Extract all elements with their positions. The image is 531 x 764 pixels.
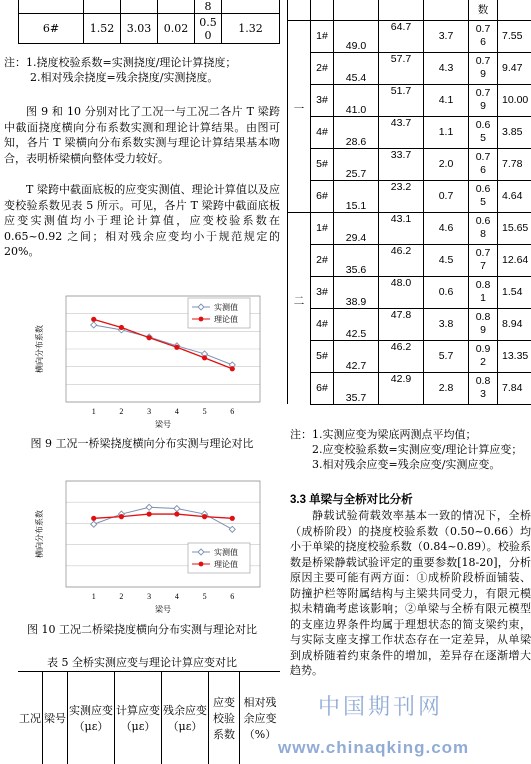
table-cell: 4# <box>311 116 334 148</box>
figure-9-svg <box>30 290 270 430</box>
data-point <box>230 366 235 371</box>
table-cell: 64.7 <box>379 20 424 52</box>
top-left-table-fragment <box>18 0 280 44</box>
legend-label: 理论值 <box>214 560 238 569</box>
table-cell: 48.0 <box>379 276 424 308</box>
data-point <box>91 322 97 328</box>
x-tick-label: 6 <box>230 407 235 416</box>
table-cell <box>379 0 424 20</box>
table-5-caption: 表 5 全桥实测应变与理论计算应变对比 <box>47 656 237 669</box>
table-cell: 15.65 <box>498 212 531 244</box>
table-row <box>288 276 531 308</box>
table-cell: 2.8 <box>424 372 469 404</box>
table-cell <box>288 0 311 20</box>
table-row <box>288 244 531 276</box>
table-cell: 42.5 <box>334 308 379 340</box>
table-cell <box>288 212 311 244</box>
table-cell: 10.00 <box>498 84 531 116</box>
table-cell: 29.4 <box>334 212 379 244</box>
table-cell: 3# <box>311 276 334 308</box>
table-row <box>288 372 531 404</box>
table-cell: 6# <box>311 372 334 404</box>
table-cell: 51.7 <box>379 84 424 116</box>
table-cell: 7.78 <box>498 148 531 180</box>
data-point <box>91 521 97 527</box>
table-cell: 47.8 <box>379 308 424 340</box>
table-row <box>288 20 531 52</box>
table-cell: 9.47 <box>498 52 531 84</box>
table-cell: 28.6 <box>334 116 379 148</box>
table-cell: 1# <box>311 20 334 52</box>
table-cell: 2.0 <box>424 148 469 180</box>
table-cell: 13.35 <box>498 340 531 372</box>
table-row <box>288 212 531 244</box>
data-point <box>202 514 207 519</box>
table-row <box>288 340 531 372</box>
table-cell <box>288 372 311 404</box>
table-cell <box>288 308 311 340</box>
watermark-text: 中国期刊网 <box>318 695 444 720</box>
table-cell: 23.2 <box>379 180 424 212</box>
x-tick-label: 4 <box>174 407 179 416</box>
legend-label: 实测值 <box>214 303 238 312</box>
table-cell: 0.7 7 <box>469 244 498 276</box>
table-cell <box>288 52 311 84</box>
note-line: 2.应变校验系数=实测应变/理论计算应变； <box>312 443 523 456</box>
value-cell: 3.03 <box>121 14 158 44</box>
table-cell: 1.54 <box>498 276 531 308</box>
table-5-header <box>18 671 280 764</box>
table-cell: 3.85 <box>498 116 531 148</box>
table-cell: 1.1 <box>424 116 469 148</box>
y-axis-label: 横向分布系数 <box>35 510 44 558</box>
table-cell: 12.64 <box>498 244 531 276</box>
table-cell: 5# <box>311 148 334 180</box>
table-row <box>288 52 531 84</box>
table-cell: 15.1 <box>334 180 379 212</box>
table-cell: 57.7 <box>379 52 424 84</box>
x-tick-label: 1 <box>91 407 96 416</box>
data-point <box>91 516 96 521</box>
header-cell: 实测应变（με） <box>68 672 115 764</box>
table-cell: 5# <box>311 340 334 372</box>
data-point <box>119 325 124 330</box>
value-cell: 1.32 <box>222 14 280 44</box>
x-axis-label: 梁号 <box>155 420 171 429</box>
note-line: 3.相对残余应变=残余应变/实测应变。 <box>312 458 501 471</box>
figure-9-chart <box>30 290 270 430</box>
note-line: 注：1.挠度校验系数=实测挠度/理论计算挠度； <box>4 56 237 69</box>
x-tick-label: 6 <box>230 592 235 601</box>
header-cell: 相对残余应变（%） <box>240 672 281 764</box>
table-cell: 0.8 1 <box>469 276 498 308</box>
table-row <box>288 84 531 116</box>
header-cell: 梁号 <box>43 672 68 764</box>
table-cell: 35.7 <box>334 372 379 404</box>
x-axis-label: 梁号 <box>155 605 171 614</box>
table-cell <box>424 0 469 20</box>
note-line: 2.相对残余挠度=残余挠度/实测挠度。 <box>30 71 219 84</box>
data-point <box>230 516 235 521</box>
table-cell: 一 <box>288 84 311 116</box>
table-cell: 1# <box>311 212 334 244</box>
data-point <box>146 504 152 510</box>
table-cell: 4.64 <box>498 180 531 212</box>
header-cell: 计算应变（με） <box>115 672 162 764</box>
table-cell: 0.7 <box>424 180 469 212</box>
data-point <box>147 511 152 516</box>
girder-cell: 6# <box>19 14 84 44</box>
x-tick-label: 5 <box>202 592 207 601</box>
figure-10-caption: 图 10 工况二桥梁挠度横向分布实测与理论对比 <box>27 623 257 636</box>
figure-9-caption: 图 9 工况一桥梁挠度横向分布实测与理论对比 <box>30 437 254 450</box>
legend-label: 实测值 <box>214 548 238 557</box>
table-row <box>288 308 531 340</box>
legend-label: 理论值 <box>214 315 238 324</box>
table-cell: 2# <box>311 244 334 276</box>
table-row <box>288 180 531 212</box>
strain-table-continued <box>287 0 531 405</box>
value-cell: 1.52 <box>84 14 121 44</box>
note-line: 注：1.实测应变为梁底两测点平均值； <box>290 428 477 441</box>
paragraph: 图 9 和 10 分别对比了工况一与工况二各片 T 梁跨中截面挠度横向分布系数实测和理论计算结果。由图可知，各片 T 梁横向分布系数实测与理论计算结果基本吻合，表明桥梁横向整体受力较好。 <box>4 105 280 165</box>
data-point <box>119 514 124 519</box>
table-cell: 46.2 <box>379 340 424 372</box>
table-cell <box>334 0 379 20</box>
table-cell <box>288 20 311 52</box>
x-tick-label: 3 <box>147 407 152 416</box>
table-cell: 8.94 <box>498 308 531 340</box>
header-cell: 应变校验系数 <box>209 672 240 764</box>
table-cell: 4.3 <box>424 52 469 84</box>
table-cell <box>288 340 311 372</box>
table-cell: 0.7 9 <box>469 52 498 84</box>
watermark-url: www.chinaqking.com <box>278 738 470 757</box>
left-notes <box>4 55 282 85</box>
table-cell: 43.7 <box>379 116 424 148</box>
table-cell: 3.8 <box>424 308 469 340</box>
table-cell: 33.7 <box>379 148 424 180</box>
table-cell <box>498 0 531 20</box>
x-tick-label: 5 <box>202 407 207 416</box>
table-cell: 38.9 <box>334 276 379 308</box>
table-cell: 4.5 <box>424 244 469 276</box>
data-point <box>91 317 96 322</box>
table-cell: 42.9 <box>379 372 424 404</box>
data-point <box>174 506 180 512</box>
table-cell: 0.8 9 <box>469 308 498 340</box>
value-cell: 0.5 0 <box>195 14 222 44</box>
table-cell: 0.6 8 <box>469 212 498 244</box>
data-point <box>147 335 152 340</box>
table-cell: 7.55 <box>498 20 531 52</box>
table-row <box>288 116 531 148</box>
table-cell: 45.4 <box>334 52 379 84</box>
y-axis-label: 横向分布系数 <box>35 325 44 373</box>
table-cell: 42.7 <box>334 340 379 372</box>
x-tick-label: 1 <box>91 592 96 601</box>
table-cell <box>288 148 311 180</box>
table-cell: 43.1 <box>379 212 424 244</box>
figure-10-chart <box>30 475 270 615</box>
table-cell <box>288 244 311 276</box>
x-tick-label: 4 <box>174 592 179 601</box>
table-cell: 4# <box>311 308 334 340</box>
header-cell: 残余应变（με） <box>162 672 209 764</box>
header-fragment: 数 <box>469 0 498 20</box>
table-cell: 4.1 <box>424 84 469 116</box>
section-heading: 3.3 单梁与全桥对比分析 <box>290 494 413 506</box>
x-tick-label: 2 <box>119 407 124 416</box>
table-cell: 6# <box>311 180 334 212</box>
table-cell: 35.6 <box>334 244 379 276</box>
header-cell: 工况 <box>19 712 41 725</box>
x-tick-label: 3 <box>147 592 152 601</box>
x-tick-label: 2 <box>119 592 124 601</box>
table-cell: 0.6 <box>424 276 469 308</box>
table-cell: 二 <box>288 276 311 308</box>
value-cell: 0.02 <box>158 14 195 44</box>
table-cell: 5.7 <box>424 340 469 372</box>
table-cell: 0.7 6 <box>469 148 498 180</box>
series-line <box>94 507 233 529</box>
table-cell: 0.7 6 <box>469 20 498 52</box>
data-point <box>229 526 235 532</box>
table-cell: 0.8 3 <box>469 372 498 404</box>
data-point <box>202 355 207 360</box>
table-cell: 7.84 <box>498 372 531 404</box>
paragraph: T 梁跨中截面底板的应变实测值、理论计算值以及应变校验系数见表 5 所示。可见，各片 T 梁跨中截面底板应变实测值均小于理论计算值，应变校验系数在 0.65~0.92 之间；相对残余应变均小于规范规定的 20%。 <box>4 183 280 258</box>
table-cell: 0.7 9 <box>469 84 498 116</box>
table-cell: 25.7 <box>334 148 379 180</box>
data-point <box>174 511 179 516</box>
series-line <box>94 325 233 365</box>
table-cell: 41.0 <box>334 84 379 116</box>
table-row <box>288 148 531 180</box>
table-cell <box>288 180 311 212</box>
table-cell <box>288 116 311 148</box>
table-cell: 0.6 5 <box>469 116 498 148</box>
table-cell: 46.2 <box>379 244 424 276</box>
table-cell: 4.6 <box>424 212 469 244</box>
legend-marker <box>199 562 204 567</box>
right-notes <box>290 427 531 472</box>
table-cell: 3.7 <box>424 20 469 52</box>
prev-row-tail: 8 <box>195 0 222 14</box>
table-cell: 3# <box>311 84 334 116</box>
legend-marker <box>199 317 204 322</box>
data-point <box>174 345 179 350</box>
section-paragraph: 静载试验荷载效率基本一致的情况下，全桥（成桥阶段）的挠度校验系数（0.50~0.66）均小于单梁的挠度校验系数（0.84~0.89）。校验系数是桥梁静载试验评定的重要参数[18-20]，分析原因主要可能有两方面：①成桥阶段桥面铺装、防撞护栏等附属结构与主梁共同受力，有限元模拟未精确考虑该影响；②单梁与全桥有限元模型的支座边界条件均属于理想状态的简支梁约束，与实际支座支撑工作状态存在一定差异，从单梁到成桥随着约束条件的增加，差异存在逐渐增大趋势。 <box>290 509 531 677</box>
table-cell: 49.0 <box>334 20 379 52</box>
table-cell: 0.6 5 <box>469 180 498 212</box>
figure-10-svg <box>30 475 270 615</box>
table-cell: 0.9 2 <box>469 340 498 372</box>
table-cell: 2# <box>311 52 334 84</box>
table-cell <box>311 0 334 20</box>
